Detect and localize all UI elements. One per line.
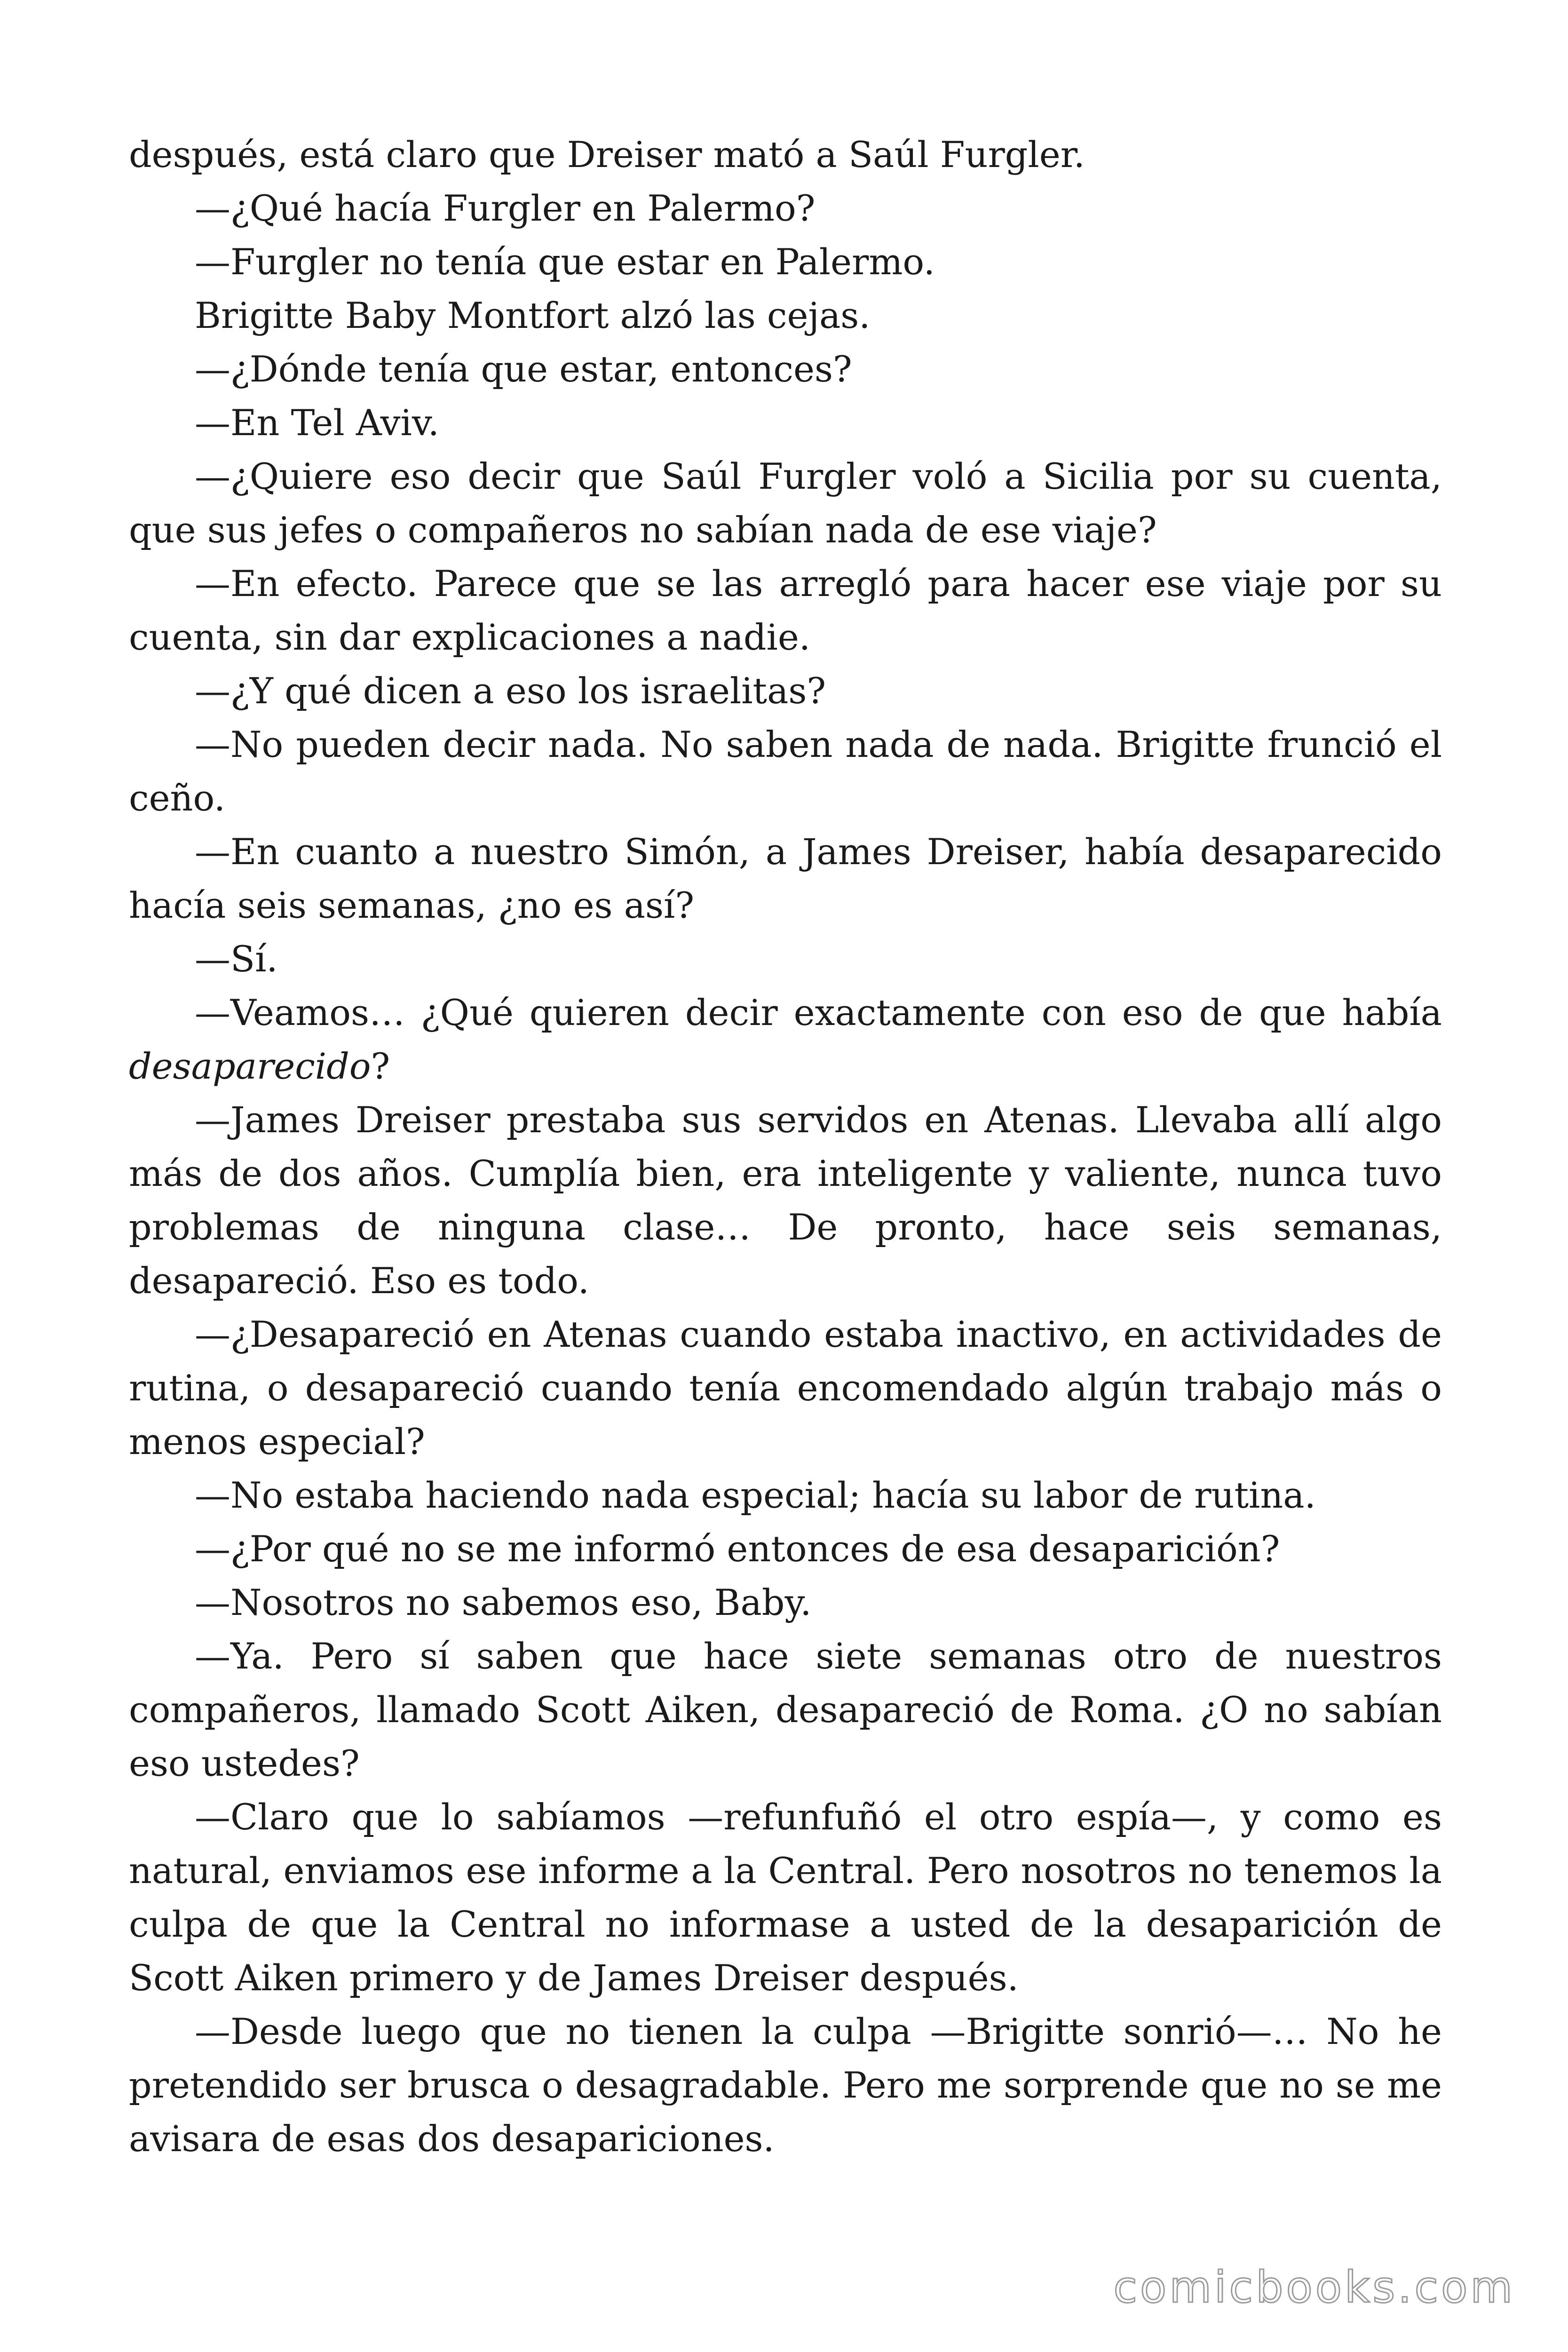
paragraph-text: —Veamos… ¿Qué quieren decir exactamente con eso de que había bbox=[195, 992, 1442, 1033]
paragraph: —¿Desapareció en Atenas cuando estaba inactivo, en actividades de rutina, o desapareció cuando tenía encomendado algún trabajo más o menos especial? bbox=[129, 1313, 1442, 1462]
page-body bbox=[129, 128, 1442, 2166]
paragraph: —¿Quiere eso decir que Saúl Furgler voló a Sicilia por su cuenta, que sus jefes o compañeros no sabían nada de ese viaje? bbox=[129, 455, 1442, 551]
paragraph: —¿Dónde tenía que estar, entonces? bbox=[195, 348, 852, 390]
paragraph: —Ya. Pero sí saben que hace siete semanas otro de nuestros compañeros, llamado Scott Aiken, desapareció de Roma. ¿O no sabían eso ustedes? bbox=[129, 1635, 1442, 1784]
paragraph bbox=[129, 986, 1442, 1093]
paragraph: —En cuanto a nuestro Simón, a James Dreiser, había desaparecido hacía seis semanas, ¿no es así? bbox=[129, 831, 1442, 926]
paragraph: —Nosotros no sabemos eso, Baby. bbox=[195, 1581, 812, 1623]
paragraph: —Furgler no tenía que estar en Palermo. bbox=[195, 241, 935, 283]
paragraph: Brigitte Baby Montfort alzó las cejas. bbox=[195, 294, 871, 336]
paragraph: —En Tel Aviv. bbox=[195, 402, 439, 444]
paragraph: —¿Y qué dicen a eso los israelitas? bbox=[195, 670, 826, 712]
paragraph: —James Dreiser prestaba sus servidos en Atenas. Llevaba allí algo más de dos años. Cumplía bien, era inteligente y valiente, nunca tuvo problemas de ninguna clase… De pronto, hace seis semanas, desapareció. Eso es todo. bbox=[129, 1099, 1442, 1302]
paragraph-text: ? bbox=[371, 1045, 390, 1087]
paragraph: —¿Por qué no se me informó entonces de esa desaparición? bbox=[195, 1528, 1280, 1570]
emphasized-word: desaparecido bbox=[129, 1045, 371, 1087]
paragraph: —En efecto. Parece que se las arregló para hacer ese viaje por su cuenta, sin dar explicaciones a nadie. bbox=[129, 563, 1442, 658]
paragraph: después, está claro que Dreiser mató a Saúl Furgler. bbox=[129, 134, 1085, 175]
paragraph: —No pueden decir nada. No saben nada de nada. Brigitte frunció el ceño. bbox=[129, 723, 1442, 819]
paragraph: —¿Qué hacía Furgler en Palermo? bbox=[195, 187, 816, 229]
watermark: comicbooks.com bbox=[1113, 2262, 1515, 2312]
paragraph: —Desde luego que no tienen la culpa —Brigitte sonrió—… No he pretendido ser brusca o desagradable. Pero me sorprende que no se me avisara de esas dos desapariciones. bbox=[129, 2010, 1442, 2160]
paragraph: —No estaba haciendo nada especial; hacía su labor de rutina. bbox=[195, 1474, 1316, 1516]
paragraph: —Claro que lo sabíamos —refunfuñó el otro espía—, y como es natural, enviamos ese informe a la Central. Pero nosotros no tenemos la culpa de que la Central no informase a usted de la desaparición de Scott Aiken primero y de James Dreiser después. bbox=[129, 1796, 1442, 1999]
paragraph: —Sí. bbox=[195, 938, 278, 980]
